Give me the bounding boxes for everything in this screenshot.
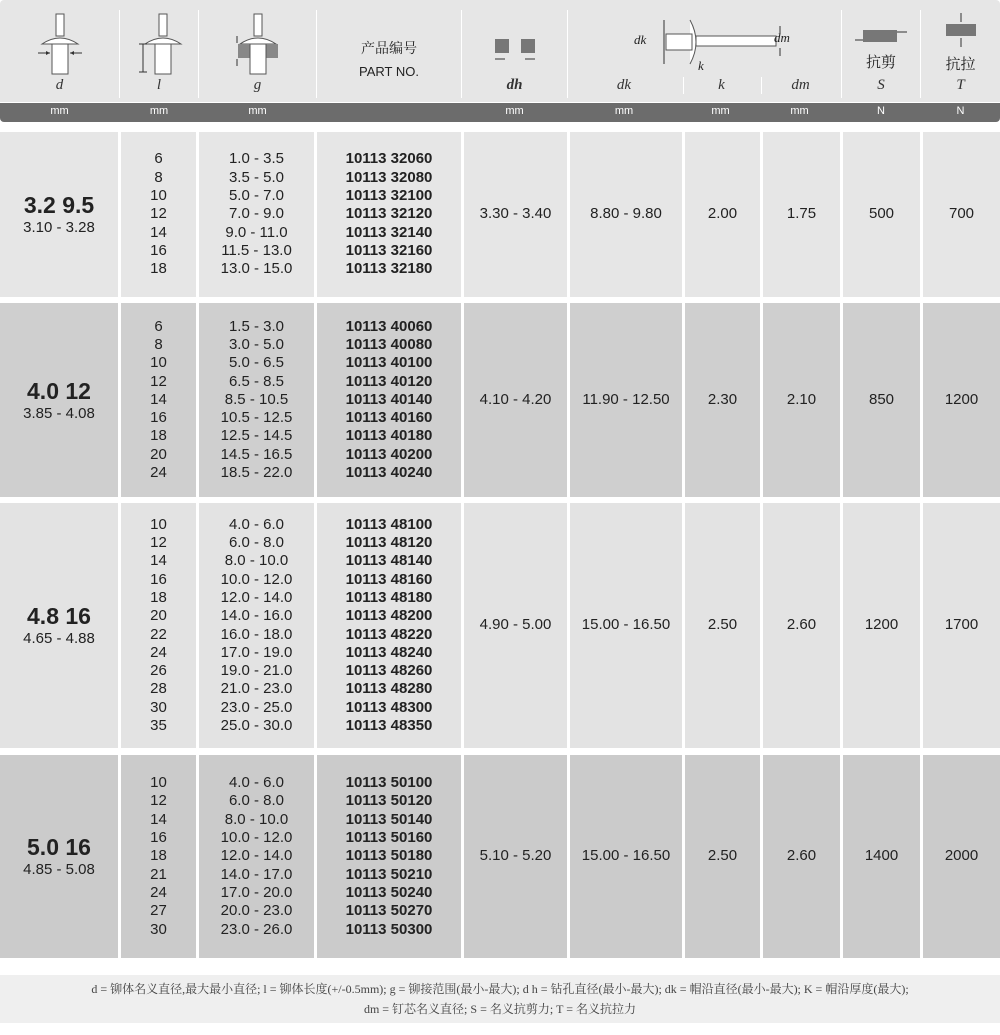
length-value: 14 bbox=[150, 223, 167, 241]
part-number: 10113 32100 bbox=[345, 187, 433, 205]
mandrel-diameter-value: 2.60 bbox=[786, 616, 817, 634]
tensile-strength-cell bbox=[923, 755, 1000, 958]
grip-range-value: 1.5 - 3.0 bbox=[228, 317, 285, 335]
length-value: 24 bbox=[150, 883, 167, 901]
part-number: 10113 48140 bbox=[345, 552, 433, 570]
size-cell bbox=[0, 755, 118, 958]
drill-hole-value: 4.90 - 5.00 bbox=[479, 616, 552, 634]
head-diameter-cell bbox=[570, 755, 682, 958]
drill-hole-value: 5.10 - 5.20 bbox=[479, 847, 552, 865]
head-diameter-cell bbox=[570, 132, 682, 297]
head-diameter-value: 8.80 - 9.80 bbox=[590, 205, 662, 223]
length-cell bbox=[121, 755, 196, 958]
length-value: 8 bbox=[154, 168, 163, 186]
part-number: 10113 32180 bbox=[345, 260, 433, 278]
unit-dm: mm bbox=[790, 105, 809, 117]
drill-hole-cell bbox=[464, 132, 567, 297]
header-col-s bbox=[842, 10, 921, 98]
part-number: 10113 48180 bbox=[345, 588, 433, 606]
header-col-dh bbox=[462, 10, 568, 98]
part-no-cell bbox=[317, 303, 461, 497]
shear-strength-value: 1400 bbox=[864, 847, 899, 865]
grip-range-value: 14.0 - 17.0 bbox=[220, 865, 293, 883]
part-no-title-cn: 产品编号 bbox=[361, 40, 417, 56]
part-number: 10113 40100 bbox=[345, 354, 433, 372]
unit-k: mm bbox=[711, 105, 730, 117]
grip-cell bbox=[199, 303, 314, 497]
part-number: 10113 48120 bbox=[345, 534, 433, 552]
length-cell bbox=[121, 132, 196, 297]
header-col-t bbox=[921, 10, 1000, 98]
shear-strength-value: 1200 bbox=[864, 616, 899, 634]
head-height-cell bbox=[685, 303, 760, 497]
diagram-label-k: k bbox=[698, 58, 704, 73]
head-diameter-value: 11.90 - 12.50 bbox=[582, 390, 670, 408]
grip-range-value: 4.0 - 6.0 bbox=[228, 515, 285, 533]
tensile-title: 抗拉 bbox=[945, 56, 976, 73]
grip-range-value: 6.5 - 8.5 bbox=[228, 372, 285, 390]
drill-hole-icon bbox=[493, 35, 537, 65]
length-value: 16 bbox=[150, 570, 167, 588]
footer-legend bbox=[0, 975, 1000, 1023]
shear-strength-value: 500 bbox=[868, 205, 895, 223]
part-number: 10113 40160 bbox=[345, 409, 433, 427]
length-value: 18 bbox=[150, 260, 167, 278]
part-number: 10113 48280 bbox=[345, 680, 433, 698]
nominal-size: 4.8 16 bbox=[27, 603, 91, 630]
symbol-l: l bbox=[156, 77, 162, 93]
length-value: 18 bbox=[150, 847, 167, 865]
tensile-strength-cell bbox=[923, 303, 1000, 497]
part-number: 10113 40060 bbox=[345, 317, 433, 335]
grip-range-value: 6.0 - 8.0 bbox=[228, 534, 285, 552]
part-number: 10113 40080 bbox=[345, 335, 433, 353]
part-number: 10113 32060 bbox=[345, 150, 433, 168]
part-no-title-en: PART NO. bbox=[359, 64, 419, 79]
part-number: 10113 50100 bbox=[345, 774, 433, 792]
head-height-value: 2.50 bbox=[707, 616, 738, 634]
unit-l: mm bbox=[149, 105, 169, 117]
grip-range-value: 20.0 - 23.0 bbox=[220, 902, 293, 920]
grip-range-value: 5.0 - 6.5 bbox=[228, 354, 285, 372]
head-height-value: 2.30 bbox=[707, 390, 738, 408]
length-value: 12 bbox=[150, 792, 167, 810]
symbol-g: g bbox=[253, 77, 262, 93]
grip-range-value: 1.0 - 3.5 bbox=[228, 150, 285, 168]
length-value: 20 bbox=[150, 445, 167, 463]
tensile-strength-value: 1700 bbox=[944, 616, 979, 634]
part-number: 10113 48220 bbox=[345, 625, 433, 643]
head-height-cell bbox=[685, 755, 760, 958]
grip-range-value: 10.0 - 12.0 bbox=[220, 570, 293, 588]
length-value: 21 bbox=[150, 865, 167, 883]
shear-title: 抗剪 bbox=[865, 54, 896, 71]
rivet-diameter-icon bbox=[30, 12, 90, 82]
part-number: 10113 50270 bbox=[345, 902, 433, 920]
mandrel-diameter-value: 1.75 bbox=[786, 205, 817, 223]
diagram-label-dk: dk bbox=[634, 32, 647, 47]
header-col-part bbox=[317, 10, 462, 98]
grip-range-value: 8.0 - 10.0 bbox=[224, 810, 289, 828]
length-value: 12 bbox=[150, 372, 167, 390]
grip-range-value: 12.0 - 14.0 bbox=[220, 588, 293, 606]
legend-line-2: dm = 钉芯名义直径; S = 名义抗剪力; T = 名义抗拉力 bbox=[363, 1002, 637, 1016]
grip-range-value: 5.0 - 7.0 bbox=[228, 187, 285, 205]
header-col-dk-k-dm bbox=[568, 10, 842, 98]
length-value: 18 bbox=[150, 588, 167, 606]
length-value: 10 bbox=[150, 515, 167, 533]
length-value: 10 bbox=[150, 187, 167, 205]
symbol-d: d bbox=[55, 77, 64, 93]
length-value: 28 bbox=[150, 680, 167, 698]
length-value: 14 bbox=[150, 390, 167, 408]
shear-strength-cell bbox=[843, 303, 920, 497]
length-value: 6 bbox=[154, 317, 163, 335]
grip-range-value: 13.0 - 15.0 bbox=[220, 260, 293, 278]
length-value: 8 bbox=[154, 335, 163, 353]
part-number: 10113 32080 bbox=[345, 168, 433, 186]
length-cell bbox=[121, 303, 196, 497]
symbol-dm: dm bbox=[761, 77, 839, 94]
shear-strength-cell bbox=[843, 132, 920, 297]
grip-range-value: 7.0 - 9.0 bbox=[228, 205, 285, 223]
size-cell bbox=[0, 503, 118, 748]
size-group bbox=[0, 303, 1000, 497]
mandrel-diameter-cell bbox=[763, 755, 840, 958]
part-number: 10113 50140 bbox=[345, 810, 433, 828]
grip-range-value: 8.0 - 10.0 bbox=[224, 552, 289, 570]
grip-cell bbox=[199, 132, 314, 297]
part-number: 10113 50210 bbox=[345, 865, 433, 883]
diameter-range: 3.10 - 3.28 bbox=[23, 219, 95, 237]
part-number: 10113 50120 bbox=[345, 792, 433, 810]
mandrel-diameter-cell bbox=[763, 303, 840, 497]
drill-hole-value: 4.10 - 4.20 bbox=[479, 390, 552, 408]
grip-cell bbox=[199, 503, 314, 748]
nominal-size: 3.2 9.5 bbox=[23, 192, 95, 219]
length-value: 16 bbox=[150, 829, 167, 847]
header-col-l bbox=[120, 10, 199, 98]
part-number: 10113 50160 bbox=[345, 829, 433, 847]
header-col-d bbox=[0, 10, 120, 98]
part-number: 10113 32120 bbox=[345, 205, 433, 223]
length-value: 12 bbox=[150, 205, 167, 223]
part-no-cell bbox=[317, 132, 461, 297]
part-number: 10113 48240 bbox=[345, 643, 433, 661]
diameter-range: 4.85 - 5.08 bbox=[23, 861, 95, 879]
drill-hole-cell bbox=[464, 755, 567, 958]
length-value: 10 bbox=[150, 774, 167, 792]
length-value: 14 bbox=[150, 552, 167, 570]
head-diameter-value: 15.00 - 16.50 bbox=[581, 847, 671, 865]
rivet-length-icon bbox=[129, 12, 189, 82]
length-value: 30 bbox=[150, 698, 167, 716]
mandrel-diameter-cell bbox=[763, 503, 840, 748]
grip-range-value: 10.0 - 12.0 bbox=[220, 829, 293, 847]
part-number: 10113 48300 bbox=[345, 698, 433, 716]
tensile-strength-value: 1200 bbox=[944, 390, 979, 408]
part-number: 10113 32160 bbox=[345, 241, 433, 259]
symbol-s: S bbox=[877, 77, 885, 93]
size-group bbox=[0, 755, 1000, 958]
symbol-dh: dh bbox=[506, 77, 523, 93]
grip-range-value: 14.5 - 16.5 bbox=[220, 445, 293, 463]
length-value: 30 bbox=[150, 920, 167, 938]
grip-range-value: 17.0 - 19.0 bbox=[220, 643, 293, 661]
length-value: 14 bbox=[150, 810, 167, 828]
length-value: 22 bbox=[150, 625, 167, 643]
part-number: 10113 40240 bbox=[345, 464, 433, 482]
header-col-g bbox=[199, 10, 317, 98]
tensile-strength-value: 700 bbox=[948, 205, 975, 223]
nominal-size: 4.0 12 bbox=[27, 377, 91, 404]
size-cell bbox=[0, 303, 118, 497]
length-value: 12 bbox=[150, 534, 167, 552]
tensile-strength-value: 2000 bbox=[944, 847, 979, 865]
length-value: 24 bbox=[150, 464, 167, 482]
length-value: 16 bbox=[150, 241, 167, 259]
size-group bbox=[0, 132, 1000, 297]
grip-range-value: 23.0 - 25.0 bbox=[220, 698, 293, 716]
head-diameter-cell bbox=[570, 503, 682, 748]
part-number: 10113 32140 bbox=[345, 223, 433, 241]
grip-range-value: 17.0 - 20.0 bbox=[220, 883, 293, 901]
grip-range-value: 25.0 - 30.0 bbox=[220, 716, 293, 734]
drill-hole-cell bbox=[464, 303, 567, 497]
unit-s: N bbox=[877, 105, 885, 117]
grip-range-value: 16.0 - 18.0 bbox=[220, 625, 293, 643]
units-row bbox=[0, 103, 1000, 122]
part-number: 10113 50180 bbox=[345, 847, 433, 865]
shear-strength-value: 850 bbox=[868, 390, 895, 408]
grip-range-value: 4.0 - 6.0 bbox=[228, 774, 285, 792]
part-number: 10113 50300 bbox=[345, 920, 433, 938]
drill-hole-cell bbox=[464, 503, 567, 748]
grip-range-value: 14.0 - 16.0 bbox=[220, 607, 293, 625]
part-number: 10113 40120 bbox=[345, 372, 433, 390]
table-header bbox=[0, 0, 1000, 102]
nominal-size: 5.0 16 bbox=[27, 834, 91, 861]
grip-range-value: 8.5 - 10.5 bbox=[224, 390, 289, 408]
grip-range-value: 6.0 - 8.0 bbox=[228, 792, 285, 810]
head-diameter-cell bbox=[570, 303, 682, 497]
unit-t: N bbox=[956, 105, 965, 117]
part-number: 10113 40200 bbox=[345, 445, 433, 463]
part-number: 10113 48260 bbox=[345, 662, 433, 680]
grip-range-value: 12.5 - 14.5 bbox=[220, 427, 293, 445]
unit-dk: mm bbox=[614, 105, 634, 117]
length-value: 6 bbox=[154, 150, 163, 168]
length-value: 20 bbox=[150, 607, 167, 625]
part-no-cell bbox=[317, 755, 461, 958]
length-cell bbox=[121, 503, 196, 748]
length-value: 10 bbox=[150, 354, 167, 372]
size-group bbox=[0, 503, 1000, 748]
head-diameter-value: 15.00 - 16.50 bbox=[581, 616, 671, 634]
head-height-cell bbox=[685, 132, 760, 297]
tensile-icon bbox=[943, 12, 979, 48]
grip-range-value: 11.5 - 13.0 bbox=[221, 241, 292, 259]
head-height-value: 2.00 bbox=[707, 205, 738, 223]
shear-strength-cell bbox=[843, 755, 920, 958]
part-number: 10113 48160 bbox=[345, 570, 433, 588]
part-number: 10113 40180 bbox=[345, 427, 433, 445]
size-cell bbox=[0, 132, 118, 297]
grip-range-value: 10.5 - 12.5 bbox=[220, 409, 293, 427]
grip-range-value: 23.0 - 26.0 bbox=[220, 920, 293, 938]
head-height-value: 2.50 bbox=[707, 847, 738, 865]
diameter-range: 4.65 - 4.88 bbox=[23, 630, 95, 648]
diameter-range: 3.85 - 4.08 bbox=[23, 404, 95, 422]
mandrel-diameter-cell bbox=[763, 132, 840, 297]
length-value: 18 bbox=[150, 427, 167, 445]
symbol-t: T bbox=[956, 77, 965, 93]
part-number: 10113 50240 bbox=[345, 883, 433, 901]
unit-g: mm bbox=[248, 105, 267, 117]
diagram-label-dm: dm bbox=[774, 30, 790, 45]
legend-line-1: d = 铆体名义直径,最大最小直径; l = 铆体长度(+/-0.5mm); g = 铆接范围(最小-最大); d h = 钻孔直径(最小-最大); dk = 帽沿直径(最小-最大); K = 帽沿厚度(最大); bbox=[91, 982, 909, 996]
grip-range-value: 3.0 - 5.0 bbox=[228, 335, 285, 353]
grip-range-value: 21.0 - 23.0 bbox=[220, 680, 293, 698]
tensile-strength-cell bbox=[923, 132, 1000, 297]
unit-d: mm bbox=[50, 105, 69, 117]
length-value: 26 bbox=[150, 662, 167, 680]
grip-range-value: 9.0 - 11.0 bbox=[225, 223, 288, 241]
length-value: 24 bbox=[150, 643, 167, 661]
part-no-cell bbox=[317, 503, 461, 748]
grip-cell bbox=[199, 755, 314, 958]
unit-dh: mm bbox=[505, 105, 524, 117]
length-value: 16 bbox=[150, 409, 167, 427]
mandrel-diameter-value: 2.10 bbox=[786, 390, 817, 408]
part-number: 10113 40140 bbox=[345, 390, 433, 408]
grip-range-value: 3.5 - 5.0 bbox=[228, 168, 285, 186]
mandrel-diameter-value: 2.60 bbox=[786, 847, 817, 865]
grip-range-value: 18.5 - 22.0 bbox=[220, 464, 293, 482]
part-number: 10113 48350 bbox=[345, 716, 433, 734]
tensile-strength-cell bbox=[923, 503, 1000, 748]
grip-range-value: 12.0 - 14.0 bbox=[220, 847, 293, 865]
shear-icon bbox=[853, 26, 909, 46]
drill-hole-value: 3.30 - 3.40 bbox=[479, 205, 552, 223]
part-number: 10113 48100 bbox=[345, 515, 433, 533]
length-value: 27 bbox=[150, 902, 167, 920]
shear-strength-cell bbox=[843, 503, 920, 748]
part-number: 10113 48200 bbox=[345, 607, 433, 625]
length-value: 35 bbox=[150, 716, 167, 734]
grip-range-icon bbox=[228, 12, 288, 82]
symbol-k: k bbox=[683, 77, 759, 94]
symbol-dk: dk bbox=[616, 77, 632, 93]
grip-range-value: 19.0 - 21.0 bbox=[220, 662, 293, 680]
head-height-cell bbox=[685, 503, 760, 748]
